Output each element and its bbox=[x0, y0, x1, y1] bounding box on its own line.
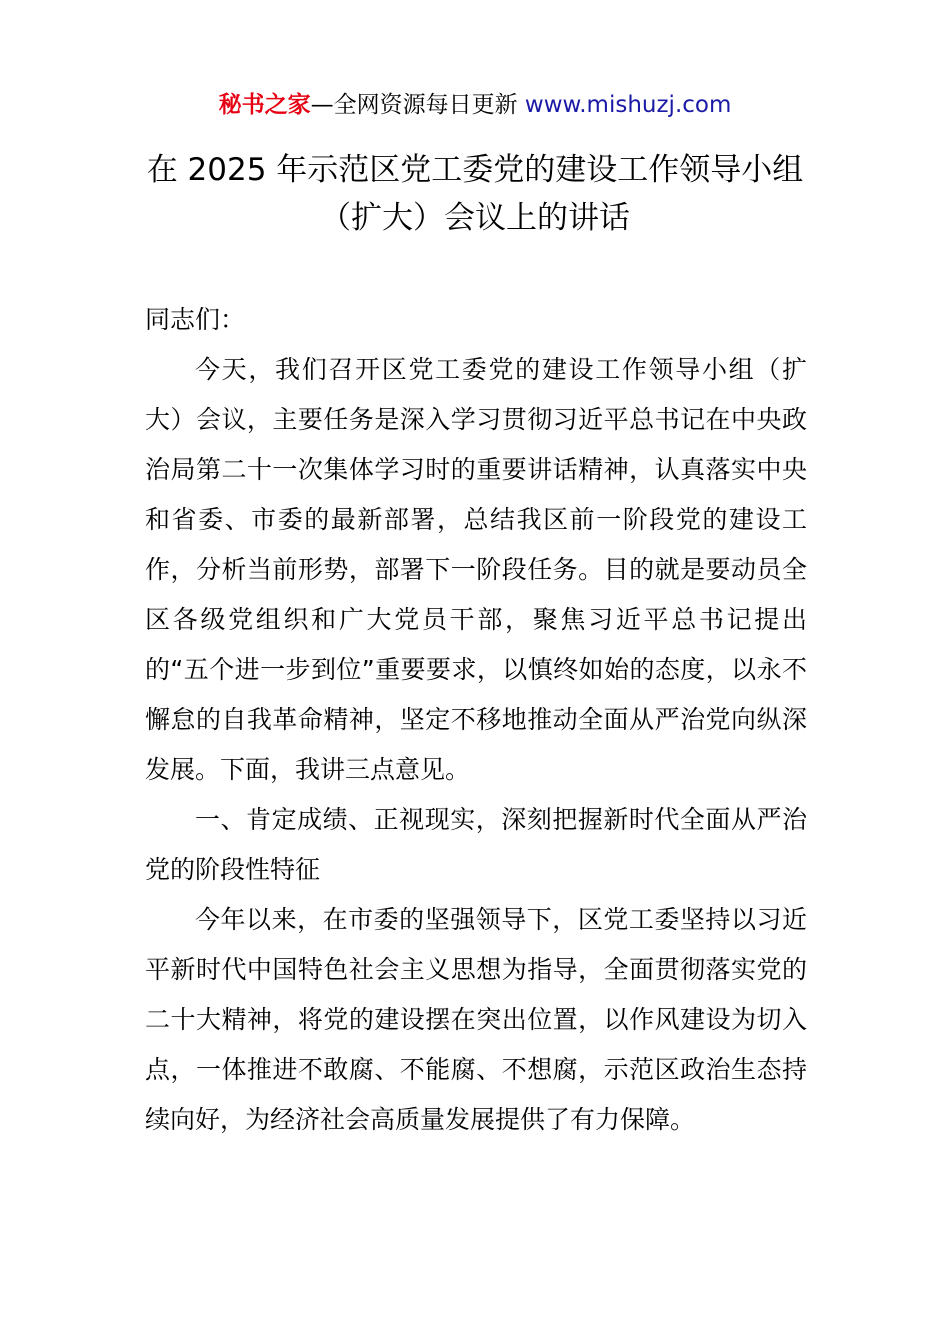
watermark-header bbox=[0, 88, 950, 122]
site-url-link[interactable]: www.mishuzj.com bbox=[524, 92, 732, 118]
site-brand: 秘书之家 bbox=[218, 92, 311, 118]
section-heading-1: 一、肯定成绩、正视现实，深刻把握新时代全面从严治党的阶段性特征 bbox=[145, 805, 807, 884]
paragraph-achievements: 今年以来，在市委的坚强领导下，区党工委坚持以习近平新时代中国特色社会主义思想为指导，全面贯彻落实党的二十大精神，将党的建设摆在突出位置，以作风建设为切入点，一体推进不敢腐、不能腐、不想腐，示范区政治生态持续向好，为经济社会高质量发展提供了有力保障。 bbox=[145, 905, 807, 1134]
site-tagline: —全网资源每日更新 bbox=[310, 92, 525, 118]
document-title bbox=[120, 146, 830, 242]
title-line-1: 在 2025 年示范区党工委党的建设工作领导小组 bbox=[146, 152, 804, 188]
paragraph-intro: 今天，我们召开区党工委党的建设工作领导小组（扩大）会议，主要任务是深入学习贯彻习近平总书记在中央政治局第二十一次集体学习时的重要讲话精神，认真落实中央和省委、市委的最新部署，总结我区前一阶段党的建设工作，分析当前形势，部署下一阶段任务。目的就是要动员全区各级党组织和广大党员干部，聚焦习近平总书记提出的“五个进一步到位”重要要求，以慎终如始的态度，以永不懈怠的自我革命精神，坚定不移地推动全面从严治党向纵深发展。下面，我讲三点意见。 bbox=[145, 355, 807, 784]
salutation: 同志们： bbox=[145, 305, 246, 334]
title-line-2: （扩大）会议上的讲话 bbox=[320, 200, 630, 236]
document-body bbox=[145, 295, 807, 1145]
